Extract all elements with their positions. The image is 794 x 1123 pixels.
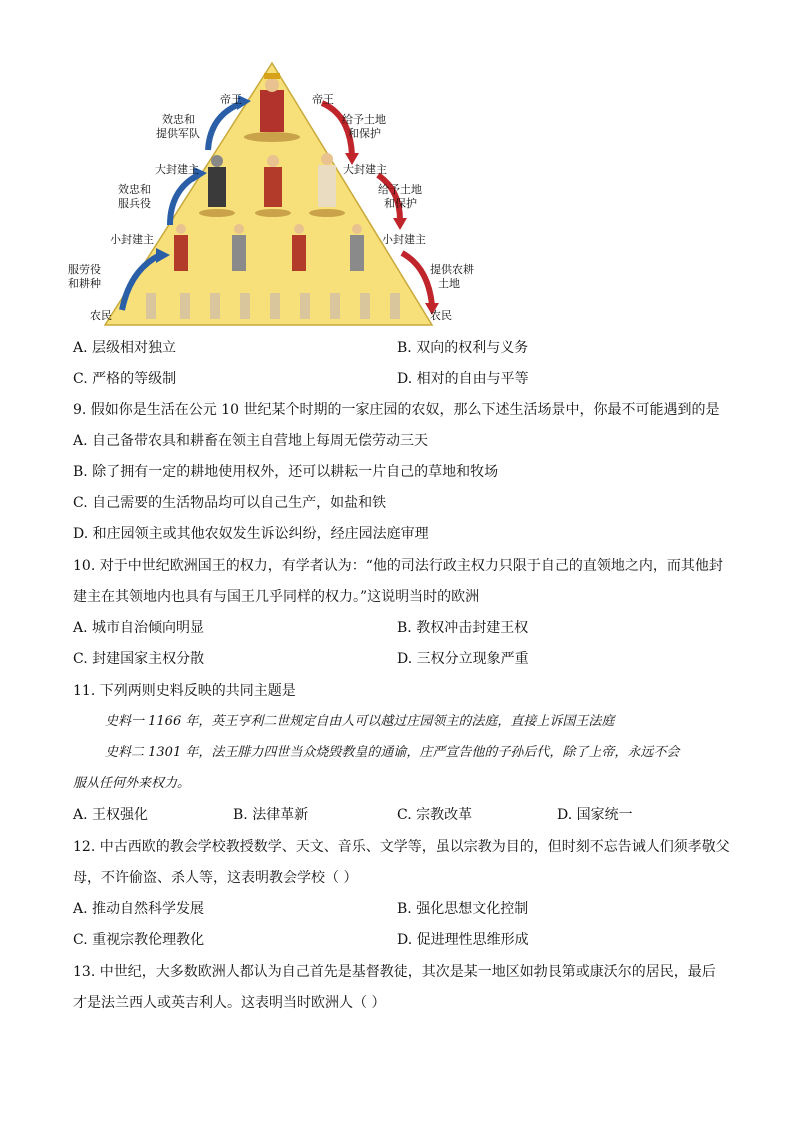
q10-option-c[interactable]: C. 封建国家主权分散	[73, 651, 205, 667]
label-left-small-lord: 小封建主	[110, 233, 154, 246]
q9-option-d[interactable]: D. 和庄园领主或其他农奴发生诉讼纠纷，经庄园法庭审理	[73, 526, 429, 542]
q9-stem: 9. 假如你是生活在公元 10 世纪某个时期的一家庄园的农奴，那么下述生活场景中，你最不可能遇到的是	[73, 402, 720, 418]
q9-option-b[interactable]: B. 除了拥有一定的耕地使用权外，还可以耕耘一片自己的草地和牧场	[73, 464, 499, 480]
label-right-great-lord: 大封建主	[343, 163, 387, 176]
label-left-emperor: 帝王	[220, 93, 242, 106]
label-right-peasant: 农民	[430, 309, 452, 322]
q10-option-a[interactable]: A. 城市自治倾向明显	[73, 620, 205, 636]
label-right-small-lord: 小封建主	[382, 233, 426, 246]
label-a1: 效忠和	[162, 113, 195, 126]
q11-option-b[interactable]: B. 法律革新	[233, 807, 309, 823]
q12-stem-line1: 12. 中古西欧的教会学校教授数学、天文、音乐、文学等，虽以宗教为目的，但时刻不忘告诫人们须孝敬父	[73, 839, 730, 855]
peasant-figures	[146, 293, 400, 319]
q11-material-1: 史料一 1166 年，英王亨利二世规定自由人可以越过庄园领主的法庭，直接上诉国王法庭	[105, 714, 615, 729]
q8-option-d[interactable]: D. 相对的自由与平等	[397, 371, 529, 387]
label-b3b: 土地	[438, 277, 460, 290]
q11-option-a[interactable]: A. 王权强化	[73, 807, 149, 823]
q11-option-c[interactable]: C. 宗教改革	[397, 807, 473, 823]
label-b3: 提供农耕	[430, 263, 474, 276]
q10-option-d[interactable]: D. 三权分立现象严重	[397, 651, 529, 667]
q13-stem-line1: 13. 中世纪，大多数欧洲人都认为自己首先是基督教徒，其次是某一地区如勃艮第或康沃尔的居民，最后	[73, 964, 716, 980]
q11-material-2-line2: 服从任何外来权力。	[73, 776, 191, 791]
label-a3: 服劳役	[68, 263, 101, 276]
label-b1: 给予土地	[342, 113, 386, 126]
q12-option-a[interactable]: A. 推动自然科学发展	[73, 901, 205, 917]
q8-option-c[interactable]: C. 严格的等级制	[73, 371, 177, 387]
label-b1b: 和保护	[348, 127, 381, 140]
label-left-great-lord: 大封建主	[155, 163, 199, 176]
q12-stem-line2: 母，不许偷盗、杀人等，这表明教会学校（ ）	[73, 870, 358, 886]
label-b2b: 和保护	[384, 197, 417, 210]
q11-option-d[interactable]: D. 国家统一	[557, 807, 633, 823]
q13-stem-line2: 才是法兰西人或英吉利人。这表明当时欧洲人（ ）	[73, 995, 386, 1011]
label-right-emperor: 帝王	[312, 93, 334, 106]
q11-material-2-line1: 史料二 1301 年，法王腓力四世当众烧毁教皇的通谕，庄严宣告他的子孙后代，除了上帝，永远不会	[105, 745, 680, 760]
label-a1b: 提供军队	[156, 127, 200, 140]
q9-option-a[interactable]: A. 自己备带农具和耕畜在领主自营地上每周无偿劳动三天	[73, 433, 429, 449]
label-left-peasant: 农民	[90, 309, 112, 322]
q8-option-a[interactable]: A. 层级相对独立	[73, 340, 177, 356]
label-a2b: 服兵役	[118, 197, 151, 210]
q9-option-c[interactable]: C. 自己需要的生活物品均可以自己生产，如盐和铁	[73, 495, 387, 511]
q10-stem-line1: 10. 对于中世纪欧洲国王的权力，有学者认为：“他的司法行政主权力只限于自己的直领地之内，而其他封	[73, 558, 723, 574]
q12-option-d[interactable]: D. 促进理性思维形成	[397, 932, 529, 948]
q12-option-c[interactable]: C. 重视宗教伦理教化	[73, 932, 205, 948]
label-a2: 效忠和	[118, 183, 151, 196]
label-b2: 给予土地	[378, 183, 422, 196]
feudal-pyramid-diagram	[60, 55, 480, 330]
label-a3b: 和耕种	[68, 277, 101, 290]
q8-option-b[interactable]: B. 双向的权利与义务	[397, 340, 529, 356]
q10-option-b[interactable]: B. 教权冲击封建王权	[397, 620, 529, 636]
q12-option-b[interactable]: B. 强化思想文化控制	[397, 901, 529, 917]
q10-stem-line2: 建主在其领地内也具有与国王几乎同样的权力。”这说明当时的欧洲	[73, 589, 480, 605]
q11-stem: 11. 下列两则史料反映的共同主题是	[73, 683, 296, 699]
pyramid-svg	[60, 55, 480, 330]
